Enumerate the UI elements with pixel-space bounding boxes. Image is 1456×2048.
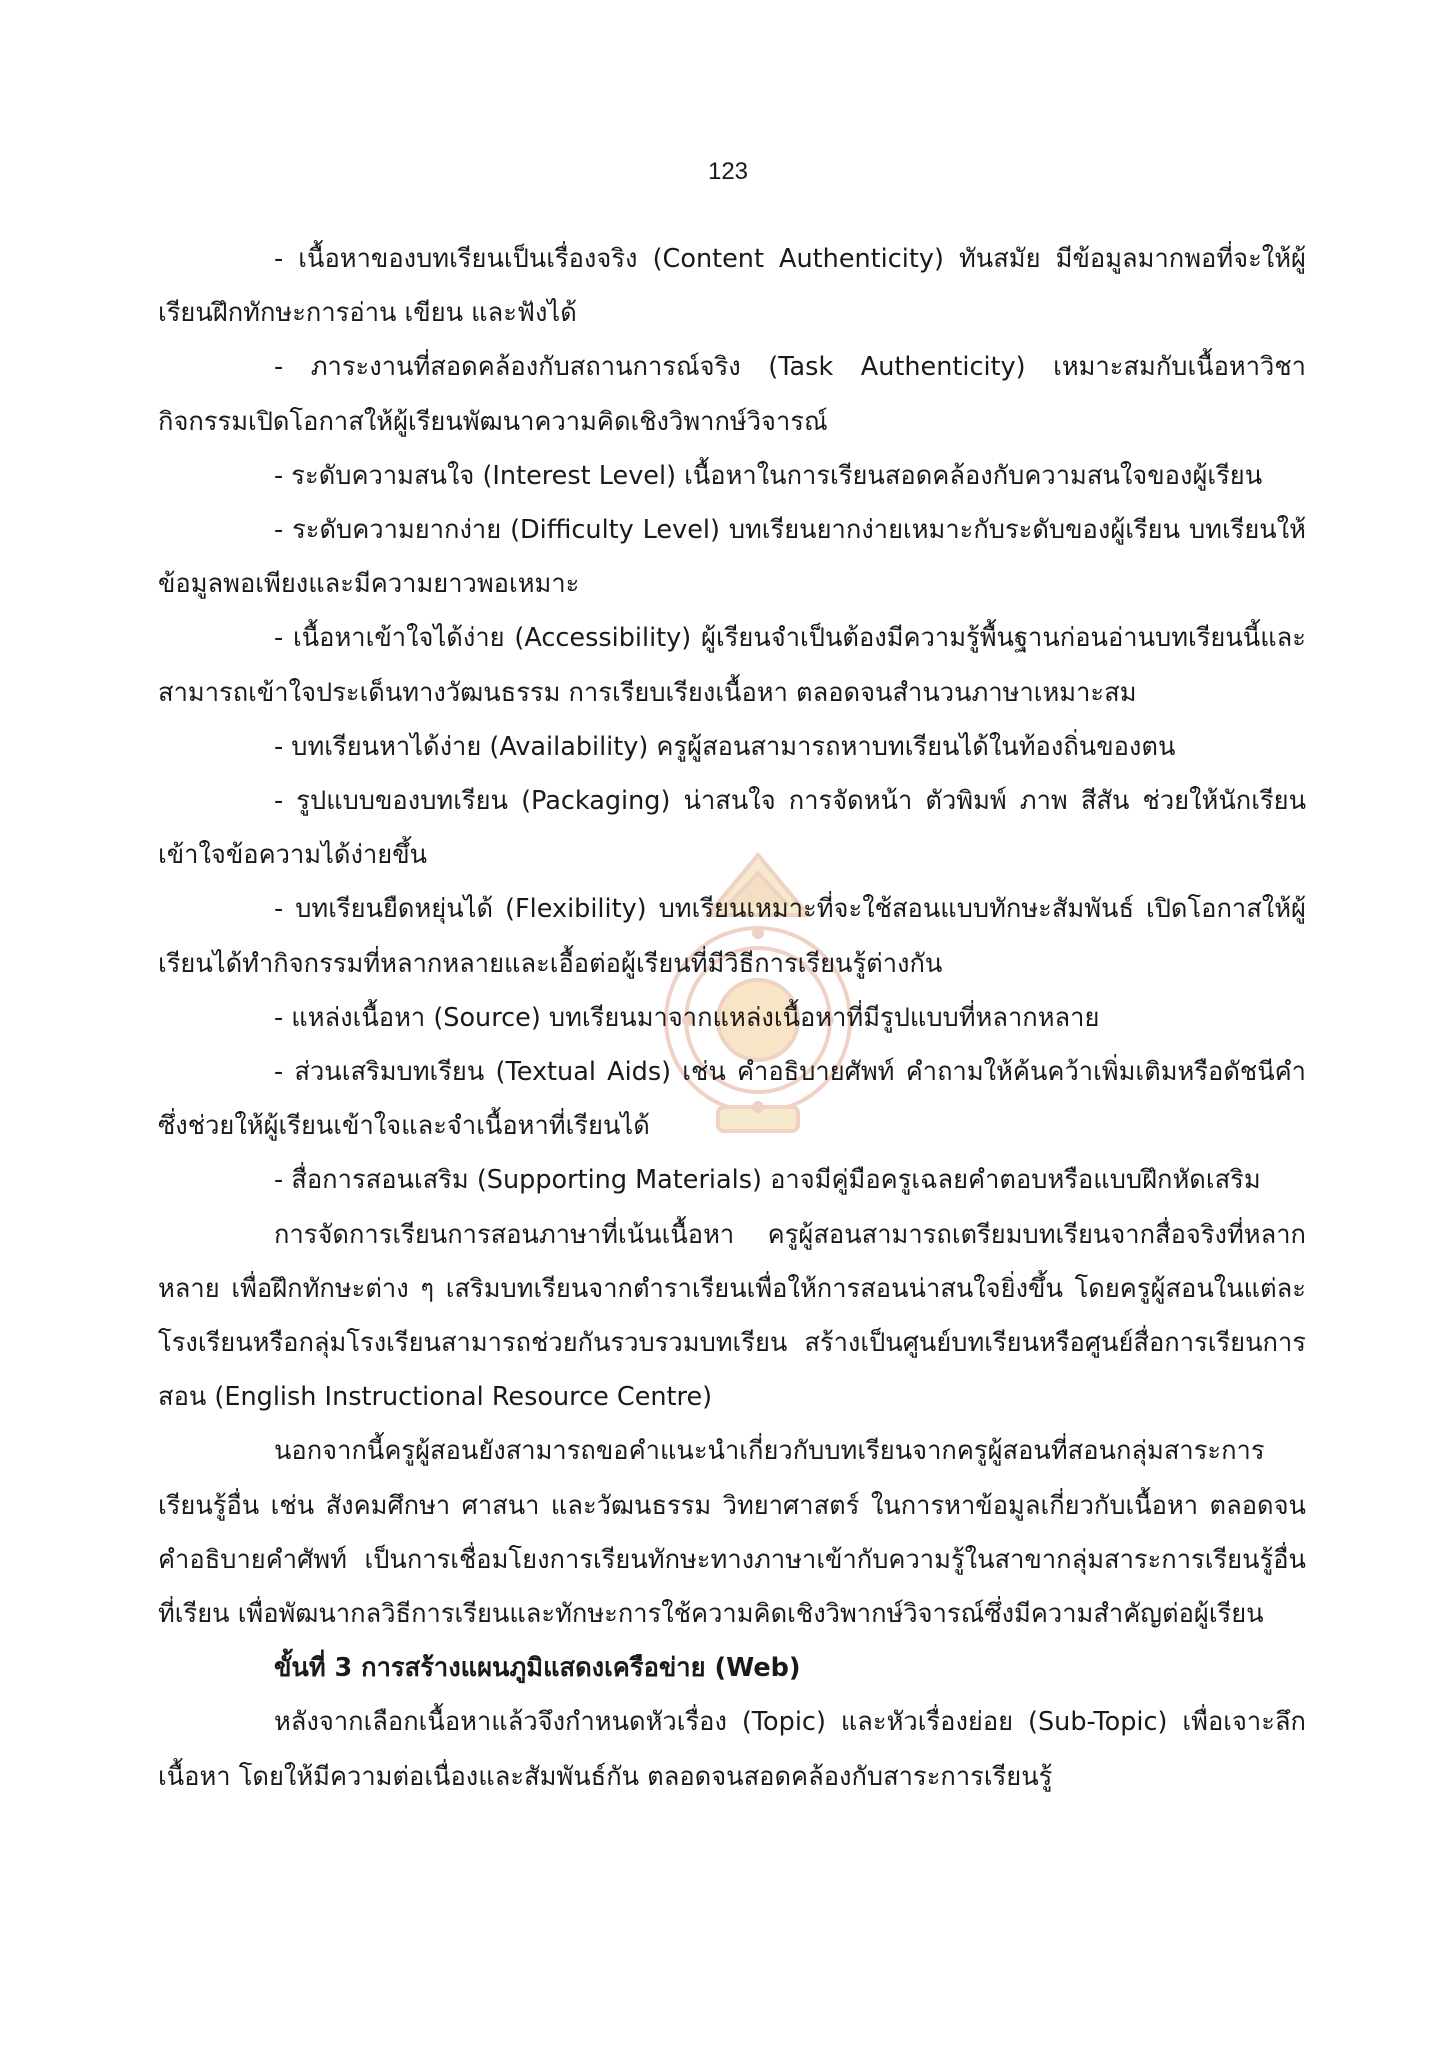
paragraph: นอกจากนี้ครูผู้สอนยังสามารถขอคำแนะนำเกี่ยวกับบทเรียนจากครูผู้สอนที่สอนกลุ่มสาระการเรียนรู้อื่น เช่น สังคมศึกษา ศาสนา และวัฒนธรรม วิทยาศาสตร์ ในการหาข้อมูลเกี่ยวกับเนื้อหา ตลอดจนคำอธิบายคำศัพท์ เป็นการเชื่อมโยงการเรียนทักษะทางภาษาเข้ากับความรู้ในสาขากลุ่มสาระการเรียนรู้อื่นที่เรียน เพื่อพัฒนากลวิธีการเรียนและทักษะการใช้ความคิดเชิงวิพากษ์วิจารณ์ซึ่งมีความสำคัญต่อผู้เรียน bbox=[158, 1436, 1306, 1630]
paragraph: - ระดับความยากง่าย (Difficulty Level) บทเรียนยากง่ายเหมาะกับระดับของผู้เรียน บทเรียนให้ข้อมูลพอเพียงและมีความยาวพอเหมาะ bbox=[158, 515, 1306, 600]
section-heading: ขั้นที่ 3 การสร้างแผนภูมิแสดงเครือข่าย (Web) bbox=[274, 1653, 801, 1684]
paragraph: - บทเรียนหาได้ง่าย (Availability) ครูผู้สอนสามารถหาบทเรียนได้ในท้องถิ่นของตน bbox=[274, 731, 1176, 762]
paragraph: - สื่อการสอนเสริม (Supporting Materials) อาจมีคู่มือครูเฉลยคำตอบหรือแบบฝึกหัดเสริม bbox=[274, 1165, 1261, 1196]
paragraph: การจัดการเรียนการสอนภาษาที่เน้นเนื้อหา ครูผู้สอนสามารถเตรียมบทเรียนจากสื่อจริงที่หลากหลาย เพื่อฝึกทักษะต่าง ๆ เสริมบทเรียนจากตำราเรียนเพื่อให้การสอนน่าสนใจยิ่งขึ้น โดยครูผู้สอนในแต่ละโรงเรียนหรือกลุ่มโรงเรียนสามารถช่วยกันรวบรวมบทเรียน สร้างเป็นศูนย์บทเรียนหรือศูนย์สื่อการเรียนการสอน (English Instructional Resource Centre) bbox=[158, 1219, 1306, 1413]
paragraph: - รูปแบบของบทเรียน (Packaging) น่าสนใจ การจัดหน้า ตัวพิมพ์ ภาพ สีสัน ช่วยให้นักเรียนเข้าใจข้อความได้ง่ายขึ้น bbox=[158, 786, 1306, 871]
paragraph: - ส่วนเสริมบทเรียน (Textual Aids) เช่น คำอธิบายศัพท์ คำถามให้ค้นคว้าเพิ่มเติมหรือดัชนีคำ ซึ่งช่วยให้ผู้เรียนเข้าใจและจำเนื้อหาที่เรียนได้ bbox=[158, 1057, 1306, 1142]
paragraph: - บทเรียนยืดหยุ่นได้ (Flexibility) บทเรียนเหมาะที่จะใช้สอนแบบทักษะสัมพันธ์ เปิดโอกาสให้ผู้เรียนได้ทำกิจกรรมที่หลากหลายและเอื้อต่อผู้เรียนที่มีวิธีการเรียนรู้ต่างกัน bbox=[158, 894, 1306, 979]
page-number: 123 bbox=[707, 158, 749, 185]
paragraph: - เนื้อหาเข้าใจได้ง่าย (Accessibility) ผู้เรียนจำเป็นต้องมีความรู้พื้นฐานก่อนอ่านบทเรียนนี้และสามารถเข้าใจประเด็นทางวัฒนธรรม การเรียบเรียงเนื้อหา ตลอดจนสำนวนภาษาเหมาะสม bbox=[158, 623, 1306, 708]
paragraph: - ภาระงานที่สอดคล้องกับสถานการณ์จริง (Task Authenticity) เหมาะสมกับเนื้อหาวิชากิจกรรมเปิดโอกาสให้ผู้เรียนพัฒนาความคิดเชิงวิพากษ์วิจารณ์ bbox=[158, 352, 1306, 437]
paragraph: - ระดับความสนใจ (Interest Level) เนื้อหาในการเรียนสอดคล้องกับความสนใจของผู้เรียน bbox=[274, 460, 1263, 491]
paragraph: - เนื้อหาของบทเรียนเป็นเรื่องจริง (Content Authenticity) ทันสมัย มีข้อมูลมากพอที่จะให้ผู้เรียนฝึกทักษะการอ่าน เขียน และฟังได้ bbox=[158, 244, 1306, 329]
paragraph: - แหล่งเนื้อหา (Source) บทเรียนมาจากแหล่งเนื้อหาที่มีรูปแบบที่หลากหลาย bbox=[274, 1002, 1100, 1033]
body-text bbox=[158, 232, 1306, 1804]
paragraph: หลังจากเลือกเนื้อหาแล้วจึงกำหนดหัวเรื่อง (Topic) และหัวเรื่องย่อย (Sub-Topic) เพื่อเจาะลึกเนื้อหา โดยให้มีความต่อเนื่องและสัมพันธ์กัน ตลอดจนสอดคล้องกับสาระการเรียนรู้ bbox=[158, 1707, 1306, 1792]
